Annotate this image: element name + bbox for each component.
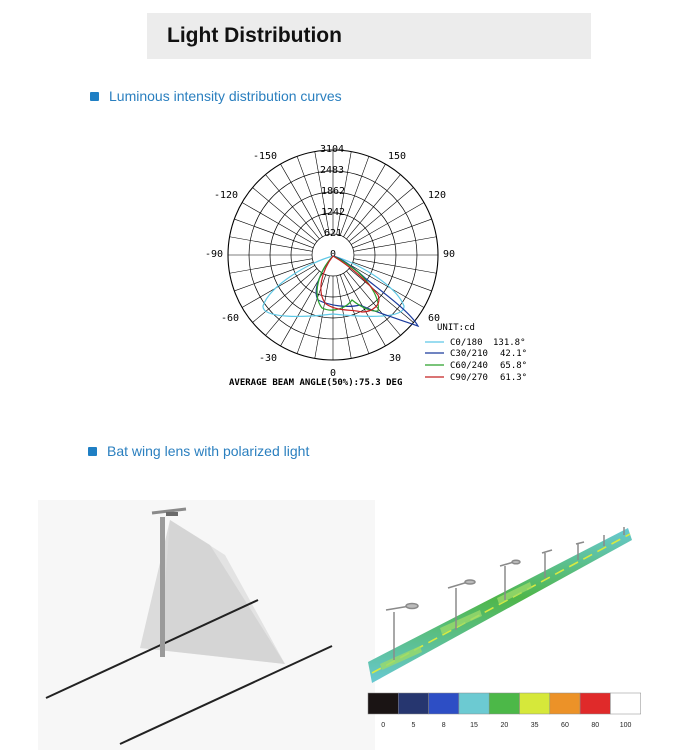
polar-spoke: [351, 203, 424, 245]
legend-value: 131.8°: [493, 338, 526, 348]
color-scale: [368, 693, 641, 729]
legend-entry: [425, 373, 527, 383]
angle-tick-label: 30: [388, 353, 402, 364]
pole-illustration: [38, 500, 375, 750]
polar-spoke: [234, 219, 313, 248]
radial-tick-label: 1862: [320, 186, 346, 197]
scale-label: 0: [381, 722, 386, 729]
polar-spoke: [281, 273, 323, 346]
scale-label: 35: [530, 722, 539, 729]
scale-swatch: [550, 693, 580, 714]
page-title: Light Distribution: [167, 24, 342, 47]
angle-tick-label: -120: [213, 190, 239, 201]
legend-value: 42.1°: [500, 349, 528, 359]
polar-spoke: [242, 266, 315, 308]
polar-spoke: [253, 268, 317, 322]
radial-tick-label: 3104: [319, 144, 345, 155]
scale-swatch: [580, 693, 610, 714]
scale-label: 80: [591, 722, 600, 729]
luminaire: [166, 512, 178, 516]
angle-tick-label: 120: [427, 190, 447, 201]
polar-diagram: [205, 144, 455, 379]
polar-spoke: [242, 203, 315, 245]
beam-angle-footer: AVERAGE BEAM ANGLE(50%):75.3 DEG: [229, 378, 403, 388]
pole: [160, 517, 165, 657]
angle-tick-label: 0: [329, 368, 337, 379]
road-simulation: [368, 527, 632, 683]
polar-spoke: [281, 164, 323, 237]
angle-tick-label: 90: [442, 249, 456, 260]
angle-tick-label: -60: [220, 313, 240, 324]
polar-spoke: [340, 275, 369, 354]
scale-swatch: [368, 693, 398, 714]
polar-spoke: [353, 219, 432, 248]
scale-swatch: [398, 693, 428, 714]
legend-value: 65.8°: [500, 361, 528, 371]
scale-swatch: [489, 693, 519, 714]
legend-entry: [425, 349, 527, 359]
scale-label: 20: [500, 722, 509, 729]
polar-spoke: [353, 262, 432, 291]
legend-entry: [425, 338, 526, 348]
distribution-curve: [316, 256, 418, 326]
scale-label: 100: [619, 722, 632, 729]
legend-entry: [425, 361, 527, 371]
legend-name: C90/270: [450, 373, 488, 383]
radial-tick-label: 621: [323, 228, 343, 239]
polar-spoke: [344, 164, 386, 237]
angle-tick-label: -30: [258, 353, 278, 364]
polar-spoke: [344, 273, 386, 346]
polar-spoke: [234, 262, 313, 291]
polar-spoke: [230, 237, 313, 252]
polar-spoke: [351, 266, 424, 308]
polar-spoke: [346, 175, 400, 239]
scale-swatch: [429, 693, 459, 714]
scale-label: 5: [411, 722, 416, 729]
radial-tick-label: 2483: [319, 165, 345, 176]
legend-name: C60/240: [450, 361, 488, 371]
legend-name: C0/180: [450, 338, 483, 348]
polar-spoke: [266, 175, 320, 239]
scale-label: 15: [470, 722, 478, 729]
scale-swatch: [459, 693, 489, 714]
legend-name: C30/210: [450, 349, 488, 359]
legend-value: 61.3°: [500, 373, 528, 383]
angle-tick-label: -90: [204, 249, 224, 260]
angle-tick-label: 150: [387, 151, 407, 162]
scale-label: 60: [561, 722, 569, 729]
scale-swatch: [520, 693, 550, 714]
radial-tick-label: 0: [329, 249, 337, 260]
polar-spoke: [349, 188, 413, 242]
polar-spoke: [253, 188, 317, 242]
section-label: Luminous intensity distribution curves: [109, 88, 342, 104]
polar-spoke: [266, 271, 320, 335]
polar-legend: [425, 323, 527, 383]
unit-label: UNIT:cd: [437, 323, 475, 333]
angle-tick-label: -150: [252, 151, 278, 162]
polar-spoke: [346, 271, 400, 335]
scale-label: 8: [441, 722, 446, 729]
polar-spoke: [337, 276, 352, 359]
scale-swatch: [610, 693, 640, 714]
polar-spoke: [349, 268, 413, 322]
angle-tick-label: 60: [427, 313, 441, 324]
polar-spoke: [354, 237, 437, 252]
section-label: Bat wing lens with polarized light: [107, 443, 310, 459]
radial-tick-label: 1242: [320, 207, 346, 218]
